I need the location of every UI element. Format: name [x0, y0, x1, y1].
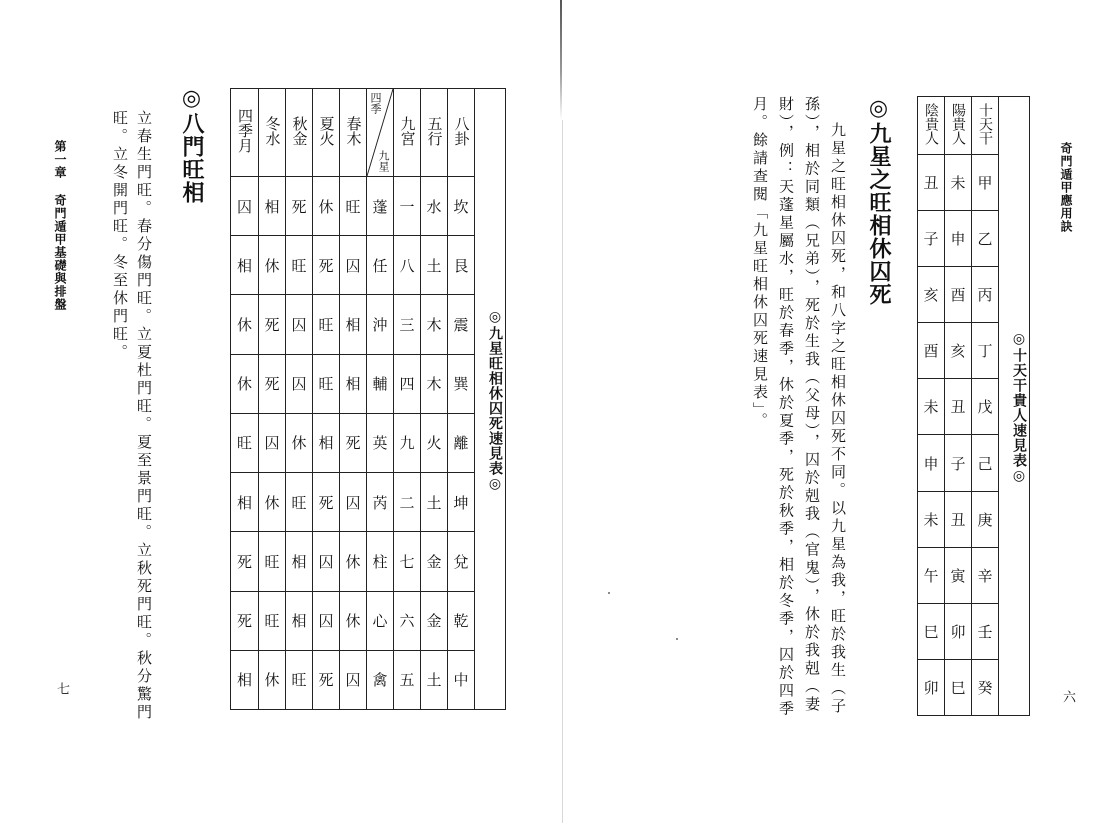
table-cell: 木: [421, 295, 448, 354]
table-cell: 未: [918, 491, 945, 547]
table-row: [231, 532, 506, 591]
table-cell: 囚: [259, 413, 286, 472]
table-cell: 八: [394, 236, 421, 295]
table-cell: 乙: [972, 211, 999, 267]
diagonal-label-bottom: 九星: [377, 150, 390, 172]
table-row: [231, 295, 506, 354]
eight-gates-heading: ◎八門旺相: [179, 86, 204, 204]
row-header-label: 陰貴人: [923, 102, 939, 145]
table-title: ◎十天干貴人速見表◎: [999, 97, 1030, 716]
table-cell: 休: [259, 473, 286, 532]
table-cell: 己: [972, 435, 999, 491]
table-row: [231, 177, 506, 236]
table-cell: 囚: [286, 354, 313, 413]
eight-gates-text-line-1: 立春生門旺。春分傷門旺。立夏杜門旺。夏至景門旺。立秋死門旺。秋分驚門: [135, 110, 153, 722]
table-cell: 旺: [286, 236, 313, 295]
table-cell: 休: [231, 295, 259, 354]
row-header-cell: [313, 89, 340, 177]
row-header-label: 十天干: [977, 102, 993, 145]
table-cell: 休: [340, 532, 367, 591]
table-cell: 死: [231, 591, 259, 650]
diagonal-header-cell: [367, 89, 394, 177]
table-cell: 土: [421, 236, 448, 295]
table-row: [231, 236, 506, 295]
table-cell: 休: [313, 177, 340, 236]
table-cell: 子: [945, 435, 972, 491]
table-cell: 坤: [448, 473, 475, 532]
table-cell: 一: [394, 177, 421, 236]
table-cell: 震: [448, 295, 475, 354]
table-cell: 囚: [340, 236, 367, 295]
table-cell: 五: [394, 650, 421, 709]
table-cell: 相: [340, 354, 367, 413]
table-cell: 丑: [918, 155, 945, 211]
row-header-label: 八卦: [452, 115, 471, 146]
table-cell: 相: [313, 413, 340, 472]
table-cell: 土: [421, 650, 448, 709]
table-cell: 旺: [340, 177, 367, 236]
row-header-cell: [945, 97, 972, 155]
table-row: [231, 354, 506, 413]
table-cell: 囚: [313, 532, 340, 591]
table-cell: 寅: [945, 547, 972, 603]
row-header-cell: [340, 89, 367, 177]
row-header-label: 冬水: [263, 115, 282, 146]
table-cell: 三: [394, 295, 421, 354]
table-cell: 未: [945, 155, 972, 211]
table-cell: 柱: [367, 532, 394, 591]
table-cell: 二: [394, 473, 421, 532]
table-cell: 坎: [448, 177, 475, 236]
table-cell: 七: [394, 532, 421, 591]
row-header-cell: [394, 89, 421, 177]
table-cell: 相: [259, 177, 286, 236]
table-cell: 心: [367, 591, 394, 650]
table-row: [231, 473, 506, 532]
table-cell: 庚: [972, 491, 999, 547]
table-cell: 亥: [918, 267, 945, 323]
table-cell: 乾: [448, 591, 475, 650]
table-cell: 旺: [313, 354, 340, 413]
row-header-cell: [918, 97, 945, 155]
table-cell: 丙: [972, 267, 999, 323]
table-row: [231, 591, 506, 650]
table-cell: 中: [448, 650, 475, 709]
table-header-row: [231, 89, 506, 177]
table-cell: 相: [231, 473, 259, 532]
table-cell: 囚: [286, 295, 313, 354]
row-header-label: 陽貴人: [950, 102, 966, 145]
table-cell: 死: [313, 473, 340, 532]
table-cell: 囚: [340, 473, 367, 532]
table-cell: 土: [421, 473, 448, 532]
table-cell: 癸: [972, 659, 999, 715]
table-cell: 囚: [313, 591, 340, 650]
table-row: [231, 413, 506, 472]
right-page-number: 六: [1060, 690, 1075, 703]
table-cell: 囚: [231, 177, 259, 236]
diagonal-label-top: 四季: [369, 92, 382, 114]
table-cell: 巳: [918, 603, 945, 659]
table-cell: 酉: [945, 267, 972, 323]
row-header-cell: [286, 89, 313, 177]
table-cell: 休: [259, 650, 286, 709]
table-cell: 囚: [340, 650, 367, 709]
table-cell: 相: [231, 650, 259, 709]
table-cell: 旺: [231, 413, 259, 472]
table-cell: 相: [286, 591, 313, 650]
row-header-cell: [448, 89, 475, 177]
table-row: [231, 650, 506, 709]
table-cell: 卯: [918, 659, 945, 715]
table-header-row: [918, 97, 1030, 155]
table-cell: 任: [367, 236, 394, 295]
table-cell: 旺: [259, 591, 286, 650]
table-cell: 休: [340, 591, 367, 650]
table-cell: 沖: [367, 295, 394, 354]
table-cell: 未: [918, 379, 945, 435]
table-cell: 丁: [972, 323, 999, 379]
table-cell: 丑: [945, 379, 972, 435]
table-cell: 相: [340, 295, 367, 354]
table-cell: 旺: [259, 532, 286, 591]
table-cell: 芮: [367, 473, 394, 532]
table-cell: 輔: [367, 354, 394, 413]
table-cell: 兌: [448, 532, 475, 591]
table-cell: 相: [231, 236, 259, 295]
table-cell: 申: [945, 211, 972, 267]
table-cell: 木: [421, 354, 448, 413]
table-cell: 休: [286, 413, 313, 472]
table-cell: 蓬: [367, 177, 394, 236]
table-cell: 四: [394, 354, 421, 413]
row-header-cell: [231, 89, 259, 177]
table-cell: 亥: [945, 323, 972, 379]
table-cell: 旺: [286, 650, 313, 709]
row-header-label: 秋金: [290, 115, 309, 146]
nine-stars-text-line-2: 孫），相於同類（兄弟），死於生我（父母），囚於剋我（官鬼），休於我剋（妻: [803, 96, 821, 714]
row-header-cell: [972, 97, 999, 155]
table-cell: 相: [286, 532, 313, 591]
table-cell: 死: [259, 354, 286, 413]
table-cell: 死: [340, 413, 367, 472]
table-cell: 甲: [972, 155, 999, 211]
left-running-head: 第一章 奇門遁甲基礎與排盤: [53, 140, 67, 311]
table-cell: 休: [231, 354, 259, 413]
row-header-cell: [259, 89, 286, 177]
table-cell: 巳: [945, 659, 972, 715]
row-header-label: 四季月: [236, 108, 254, 153]
table-cell: 火: [421, 413, 448, 472]
right-running-head: 奇門遁甲應用訣: [1059, 142, 1073, 233]
table-cell: 死: [313, 236, 340, 295]
table-cell: 巽: [448, 354, 475, 413]
table-cell: 戊: [972, 379, 999, 435]
table-cell: 死: [259, 295, 286, 354]
table-cell: 休: [259, 236, 286, 295]
heavenly-stems-noble-table: [917, 96, 1030, 716]
table-cell: 金: [421, 532, 448, 591]
eight-gates-text-line-2: 旺。立冬開門旺。冬至休門旺。: [111, 110, 129, 362]
table-cell: 水: [421, 177, 448, 236]
nine-stars-heading: ◎九星之旺相休囚死: [866, 96, 891, 306]
table-title: ◎九星旺相休囚死速見表◎: [475, 89, 506, 710]
table-cell: 禽: [367, 650, 394, 709]
table-cell: 死: [231, 532, 259, 591]
table-cell: 金: [421, 591, 448, 650]
table-cell: 卯: [945, 603, 972, 659]
nine-stars-text-line-4: 月。餘請查閱「九星旺相休囚死速見表」。: [751, 96, 769, 431]
row-header-label: 夏火: [317, 115, 336, 146]
table-cell: 離: [448, 413, 475, 472]
row-header-label: 五行: [425, 115, 444, 146]
table-cell: 丑: [945, 491, 972, 547]
nine-stars-text-line-1: 九星之旺相休囚死，和八字之旺相休囚死不同。以九星為我，旺於我生（子: [829, 122, 847, 716]
table-cell: 六: [394, 591, 421, 650]
row-header-cell: [421, 89, 448, 177]
nine-stars-table: [230, 88, 506, 710]
table-cell: 艮: [448, 236, 475, 295]
nine-stars-text-line-3: 財），例：天蓬星屬水，旺於春季，休於夏季，死於秋季，相於冬季，囚於四季: [777, 96, 795, 719]
table-cell: 子: [918, 211, 945, 267]
table-cell: 酉: [918, 323, 945, 379]
row-header-label: 九宮: [398, 115, 417, 146]
table-cell: 死: [286, 177, 313, 236]
scan-speck: [676, 638, 678, 640]
row-header-label: 春木: [344, 115, 363, 146]
table-cell: 旺: [313, 295, 340, 354]
table-cell: 申: [918, 435, 945, 491]
table-cell: 午: [918, 547, 945, 603]
table-cell: 死: [313, 650, 340, 709]
table-cell: 九: [394, 413, 421, 472]
left-page-number: 七: [54, 682, 69, 695]
scan-speck: [608, 592, 610, 594]
table-cell: 壬: [972, 603, 999, 659]
table-cell: 旺: [286, 473, 313, 532]
right-page: [560, 0, 1115, 823]
table-cell: 辛: [972, 547, 999, 603]
table-cell: 英: [367, 413, 394, 472]
